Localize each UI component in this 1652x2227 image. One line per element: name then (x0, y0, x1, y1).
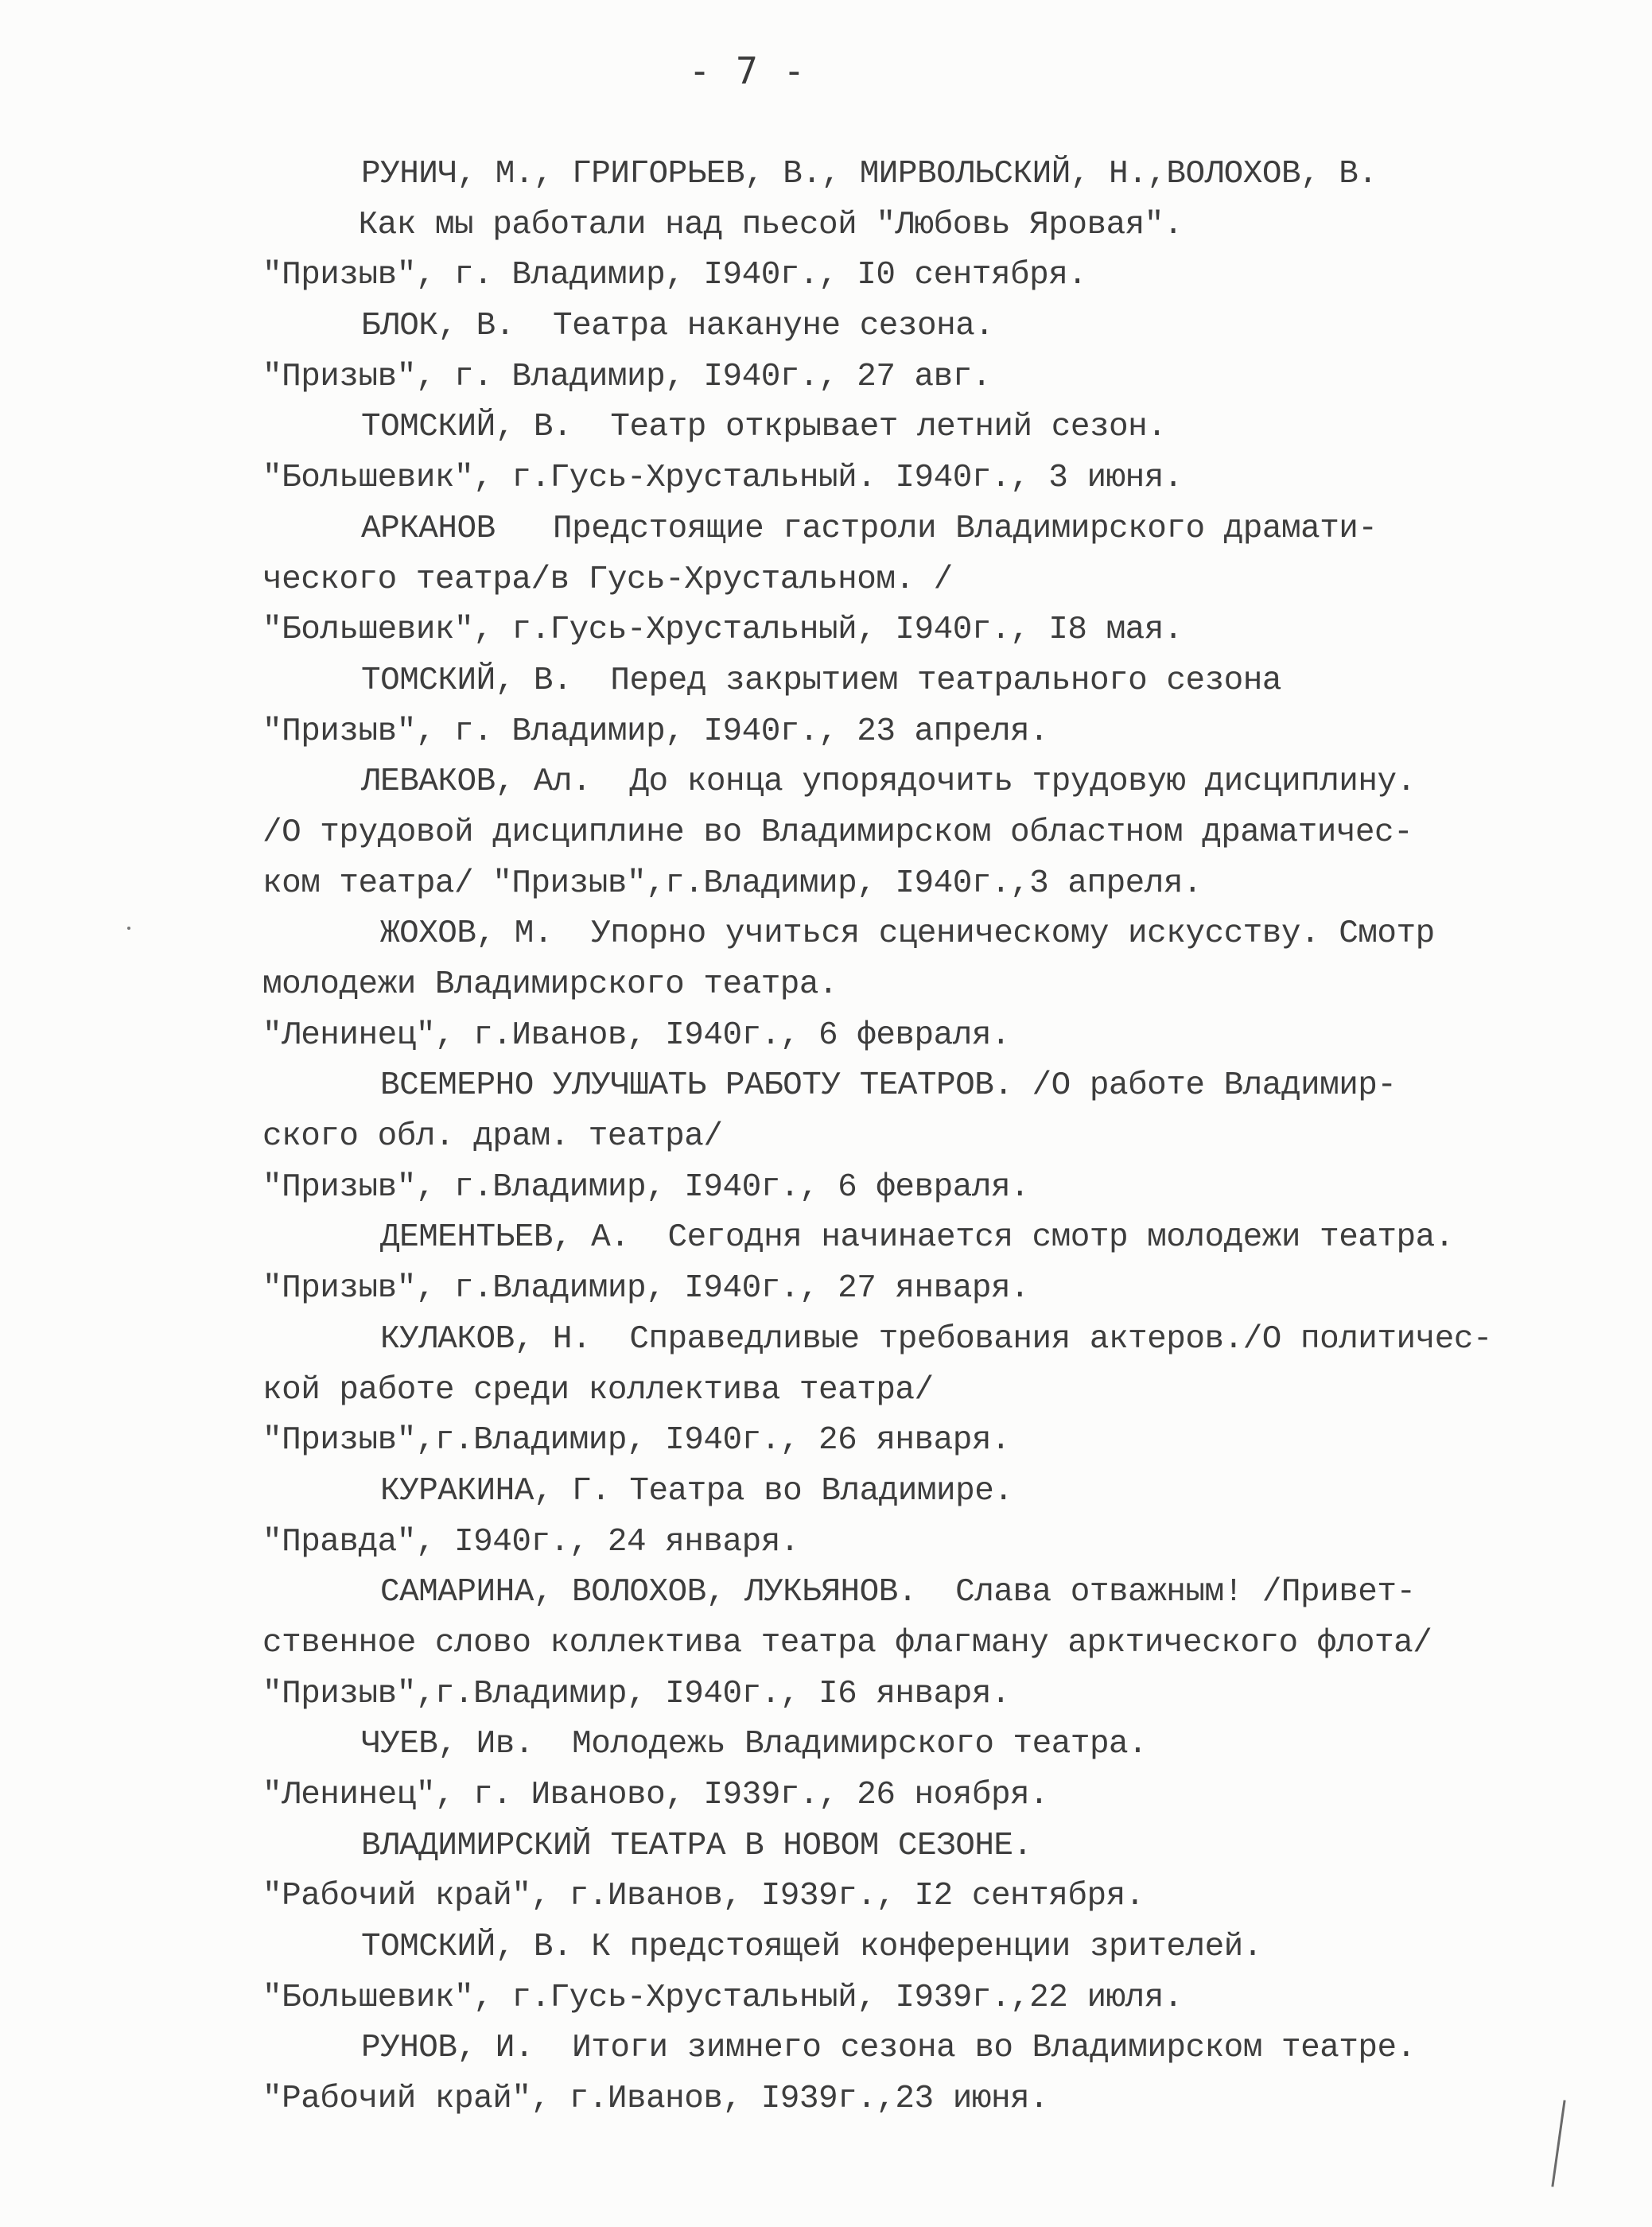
entry-line: "Призыв",г.Владимир, I940г., 26 января. (262, 1422, 1011, 1459)
entry-line: Как мы работали над пьесой "Любовь Яровая". (262, 206, 1183, 243)
entry-line: "Рабочий край", г.Иванов, I939г.,23 июня. (262, 2081, 1049, 2118)
entry-heading: БЛОК, В. Театра накануне сезона. (361, 308, 994, 345)
entry-line: "Призыв", г.Владимир, I940г., 6 февраля. (262, 1168, 1030, 1206)
page-number: - 7 - (688, 49, 807, 92)
entry-line: ческого театра/в Гусь-Хрустальном. / (262, 561, 953, 598)
entry-heading: ЖОХОВ, М. Упорно учиться сценическому искусству. Смотр (380, 915, 1435, 953)
entry-line: ственное слово коллектива театра флагману арктического флота/ (262, 1624, 1432, 1662)
entry-line: ского обл. драм. театра/ (262, 1118, 723, 1156)
entry-heading: КУЛАКОВ, Н. Справедливые требования актеров./О политичес- (380, 1320, 1493, 1358)
bibliography-entry (262, 1922, 1575, 2023)
bibliography-entry (262, 1568, 1575, 1720)
speck-mark (127, 927, 130, 930)
entry-heading: РУНИЧ, М., ГРИГОРЬЕВ, В., МИРВОЛЬСКИЙ, Н.,ВОЛОХОВ, В. (361, 156, 1378, 192)
entry-heading: ТОМСКИЙ, В. Перед закрытием театрального сезона (361, 662, 1281, 699)
entry-line: кой работе среди коллектива театра/ (262, 1371, 934, 1409)
entry-heading: ЛЕВАКОВ, Ал. До конца упорядочить трудовую дисциплину. (361, 764, 1416, 801)
bibliography-list (262, 150, 1575, 2125)
entry-line: "Большевик", г.Гусь-Хрустальный, I940г., I8 мая. (262, 612, 1183, 649)
entry-line: "Рабочий край", г.Иванов, I939г., I2 сентября. (262, 1878, 1145, 1915)
entry-line: "Призыв",г.Владимир, I940г., I6 января. (262, 1675, 1011, 1712)
bibliography-entry (262, 301, 1575, 402)
bibliography-entry (262, 1213, 1575, 1314)
bibliography-entry (262, 1467, 1575, 1568)
entry-line: "Призыв", г. Владимир, I940г., 27 авг. (262, 358, 991, 395)
entry-line: "Ленинец", г. Иваново, I939г., 26 ноября. (262, 1777, 1049, 1813)
entry-heading: РУНОВ, И. Итоги зимнего сезона во Владимирском театре. (361, 2030, 1416, 2067)
bibliography-entry (262, 757, 1575, 909)
entry-line: "Призыв", г. Владимир, I940г., I0 сентября. (262, 257, 1087, 294)
bibliography-entry (262, 1720, 1575, 1821)
bibliography-entry (262, 1061, 1575, 1213)
entry-heading: ЧУЕВ, Ив. Молодежь Владимирского театра. (361, 1726, 1148, 1763)
entry-heading: ВЛАДИМИРСКИЙ ТЕАТРА В НОВОМ СЕЗОНЕ. (361, 1827, 1032, 1864)
bibliography-entry (262, 656, 1575, 757)
bibliography-entry (262, 1821, 1575, 1922)
bibliography-entry (262, 504, 1575, 656)
entry-line: "Призыв", г. Владимир, I940г., 23 апреля. (262, 713, 1049, 750)
bibliography-entry (262, 150, 1575, 301)
entry-line: "Правда", I940г., 24 января. (262, 1523, 799, 1560)
entry-line: молодежи Владимирского театра. (262, 966, 838, 1003)
bibliography-entry (262, 909, 1575, 1061)
entry-line: "Призыв", г.Владимир, I940г., 27 января. (262, 1270, 1030, 1308)
entry-heading: КУРАКИНА, Г. Театра во Владимире. (380, 1472, 1013, 1510)
entry-heading: САМАРИНА, ВОЛОХОВ, ЛУКЬЯНОВ. Слава отважным! /Привет- (380, 1574, 1416, 1611)
entry-line: /О трудовой дисциплине во Владимирском областном драматичес- (262, 814, 1413, 851)
entry-heading: ДЕМЕНТЬЕВ, А. Сегодня начинается смотр молодежи театра. (380, 1219, 1454, 1257)
entry-heading: ТОМСКИЙ, В. К предстоящей конференции зрителей. (361, 1929, 1262, 1966)
entry-line: "Ленинец", г.Иванов, I940г., 6 февраля. (262, 1016, 1011, 1054)
entry-line: ком театра/ "Призыв",г.Владимир, I940г.,3 апреля. (262, 865, 1203, 902)
bibliography-entry (262, 402, 1575, 503)
entry-line: "Большевик", г.Гусь-Хрустальный, I939г.,22 июля. (262, 1979, 1183, 2016)
bibliography-entry (262, 1315, 1575, 1467)
entry-heading: АРКАНОВ Предстоящие гастроли Владимирского драмати- (361, 510, 1378, 547)
entry-heading: ТОМСКИЙ, В. Театр открывает летний сезон. (361, 409, 1167, 446)
entry-heading: ВСЕМЕРНО УЛУЧШАТЬ РАБОТУ ТЕАТРОВ. /О работе Владимир- (380, 1067, 1397, 1105)
entry-line: "Большевик", г.Гусь-Хрустальный. I940г., 3 июня. (262, 460, 1183, 497)
bibliography-entry (262, 2023, 1575, 2124)
